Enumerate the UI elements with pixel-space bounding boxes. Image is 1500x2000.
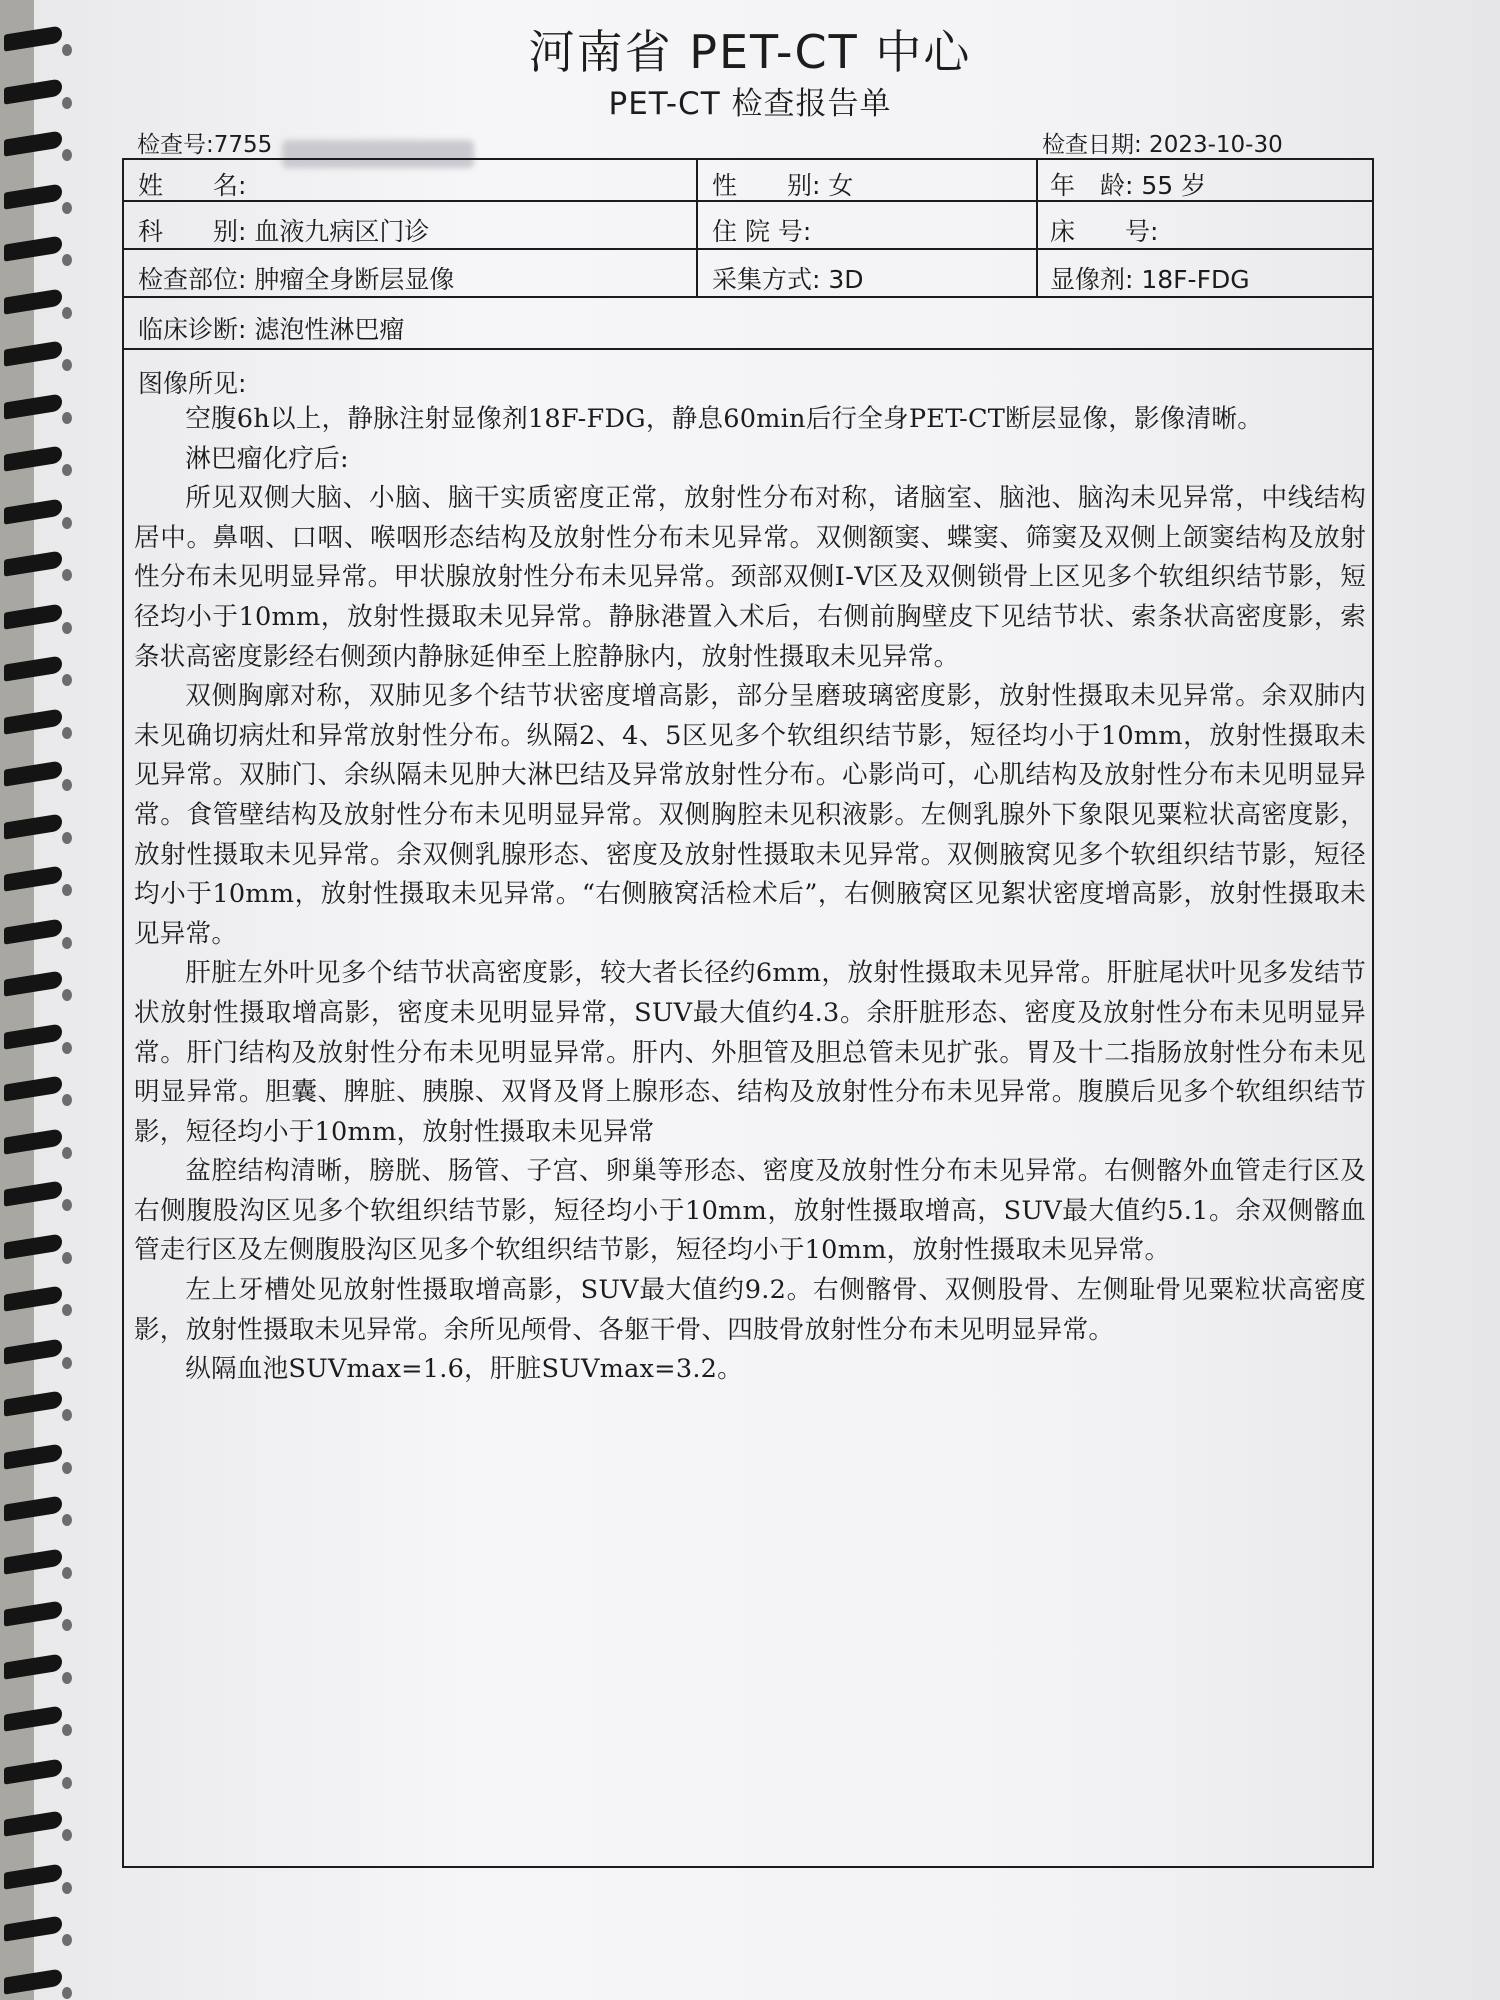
binding-coil [4, 865, 62, 891]
binding-coil [4, 813, 62, 839]
binding-coil [4, 1338, 62, 1364]
department-field: 科 别: 血液九病区门诊 [138, 217, 430, 246]
binding-hole [62, 1199, 72, 1211]
spiral-binding [0, 0, 70, 2000]
binding-coil [4, 550, 62, 576]
binding-hole [62, 412, 72, 424]
findings-paragraph: 淋巴瘤化疗后: [185, 443, 349, 474]
binding-hole [62, 1882, 72, 1894]
binding-hole [62, 1304, 72, 1316]
binding-hole [62, 1777, 72, 1789]
acquisition-field: 采集方式: 3D [712, 265, 864, 294]
binding-coil [4, 130, 62, 156]
binding-hole [62, 517, 72, 529]
binding-hole [62, 884, 72, 896]
binding-hole [62, 569, 72, 581]
binding-coil [4, 1495, 62, 1521]
binding-coil [4, 1758, 62, 1784]
binding-hole [62, 674, 72, 686]
report-form [122, 158, 1374, 1868]
binding-coil [4, 1810, 62, 1836]
findings-paragraph: 肝脏左外叶见多个结节状高密度影，较大者长径约6mm，放射性摄取未见异常。肝脏尾状叶见多发结节状放射性摄取增高影，密度未见明显异常，SUV最大值约4.3。余肝脏形态、密度及放射性分布未见明显异常。肝门结构及放射性分布未见明显异常。肝内、外胆管及胆总管未见扩张。胃及十二指肠放射性分布未见明显异常。胆囊、脾脏、胰腺、双肾及肾上腺形态、结构及放射性分布未见异常。腹膜后见多个软组织结节影，短径均小于10mm，放射性摄取未见异常 [134, 958, 1366, 1147]
binding-coil [4, 340, 62, 366]
binding-hole [62, 202, 72, 214]
column-divider-2 [1036, 160, 1038, 298]
report-subtitle: PET-CT 检查报告单 [608, 86, 892, 122]
binding-hole [62, 254, 72, 266]
binding-hole [62, 1672, 72, 1684]
binding-hole [62, 937, 72, 949]
binding-coil [4, 918, 62, 944]
column-divider-1 [696, 160, 698, 298]
binding-hole [62, 989, 72, 1001]
binding-coil [4, 1705, 62, 1731]
findings-paragraph: 所见双侧大脑、小脑、脑干实质密度正常，放射性分布对称，诸脑室、脑池、脑沟未见异常，中线结构居中。鼻咽、口咽、喉咽形态结构及放射性分布未见异常。双侧额窦、蝶窦、筛窦及双侧上颌窦结构及放射性分布未见明显异常。甲状腺放射性分布未见异常。颈部双侧Ⅰ-Ⅴ区及双侧锁骨上区见多个软组织结节影，短径均小于10mm，放射性摄取未见异常。静脉港置入术后，右侧前胸壁皮下见结节状、索条状高密度影，索条状高密度影经右侧颈内静脉延伸至上腔静脉内，放射性摄取未见异常。 [134, 483, 1366, 672]
binding-hole [62, 1829, 72, 1841]
binding-hole [62, 1724, 72, 1736]
binding-coil [4, 235, 62, 261]
binding-coil [4, 498, 62, 524]
binding-coil [4, 603, 62, 629]
binding-hole [62, 1934, 72, 1946]
age-field: 年 龄: 55 岁 [1050, 171, 1207, 200]
binding-hole [62, 1357, 72, 1369]
binding-coil [4, 1285, 62, 1311]
bed-no-field: 床 号: [1050, 217, 1159, 246]
binding-coil [4, 655, 62, 681]
binding-hole [62, 1252, 72, 1264]
binding-hole [62, 622, 72, 634]
gender-field: 性 别: 女 [712, 171, 854, 200]
binding-coil [4, 183, 62, 209]
report-title: 河南省 PET-CT 中心 [528, 25, 972, 79]
binding-coil [4, 288, 62, 314]
binding-coil [4, 708, 62, 734]
binding-coil [4, 445, 62, 471]
binding-coil [4, 1863, 62, 1889]
binding-coil [4, 1390, 62, 1416]
binding-coil [4, 1180, 62, 1206]
name-label: 姓 名: [138, 171, 247, 200]
findings-label: 图像所见: [138, 369, 247, 398]
exam-date: 检查日期: 2023-10-30 [1042, 132, 1283, 158]
binding-hole [62, 832, 72, 844]
binding-hole [62, 359, 72, 371]
exam-site-field: 检查部位: 肿瘤全身断层显像 [138, 265, 455, 294]
binding-hole [62, 464, 72, 476]
findings-paragraph: 空腹6h以上，静脉注射显像剂18F-FDG，静息60min后行全身PET-CT断层显像，影像清晰。 [185, 404, 1264, 434]
inpatient-no-field: 住 院 号: [712, 217, 812, 246]
binding-coil [4, 1075, 62, 1101]
findings-paragraph: 纵隔血池SUVmax=1.6，肝脏SUVmax=3.2。 [185, 1354, 743, 1385]
binding-coil [4, 760, 62, 786]
binding-hole [62, 1042, 72, 1054]
binding-hole [62, 1462, 72, 1474]
binding-hole [62, 1514, 72, 1526]
binding-coil [4, 970, 62, 996]
binding-coil [4, 1443, 62, 1469]
binding-coil [4, 1023, 62, 1049]
diagnosis-field: 临床诊断: 滤泡性淋巴瘤 [138, 315, 405, 344]
exam-number: 检查号:7755 [137, 132, 273, 158]
binding-hole [62, 1409, 72, 1421]
binding-coil [4, 1128, 62, 1154]
binding-coil [4, 1233, 62, 1259]
findings-paragraph: 盆腔结构清晰，膀胱、肠管、子宫、卵巢等形态、密度及放射性分布未见异常。右侧髂外血管走行区及右侧腹股沟区见多个软组织结节影，短径均小于10mm，放射性摄取增高，SUV最大值约5.1。余双侧髂血管走行区及左侧腹股沟区见多个软组织结节影，短径均小于10mm，放射性摄取未见异常。 [134, 1156, 1366, 1266]
findings-text [134, 400, 1366, 1390]
binding-hole [62, 149, 72, 161]
binding-coil [4, 1653, 62, 1679]
binding-hole [62, 779, 72, 791]
binding-coil [4, 1548, 62, 1574]
binding-coil [4, 1915, 62, 1941]
binding-coil [4, 393, 62, 419]
binding-hole [62, 1567, 72, 1579]
binding-hole [62, 1619, 72, 1631]
findings-paragraph: 双侧胸廓对称，双肺见多个结节状密度增高影，部分呈磨玻璃密度影，放射性摄取未见异常。余双肺内未见确切病灶和异常放射性分布。纵隔2、4、5区见多个软组织结节影，短径均小于10mm，放射性摄取未见异常。双肺门、余纵隔未见肿大淋巴结及异常放射性分布。心影尚可，心肌结构及放射性分布未见明显异常。食管壁结构及放射性分布未见明显异常。双侧胸腔未见积液影。左侧乳腺外下象限见粟粒状高密度影，放射性摄取未见异常。余双侧乳腺形态、密度及放射性摄取未见异常。双侧腋窝见多个软组织结节影，短径均小于10mm，放射性摄取未见异常。“右侧腋窝活检术后”，右侧腋窝区见絮状密度增高影，放射性摄取未见异常。 [134, 681, 1366, 949]
binding-coil [4, 1600, 62, 1626]
binding-hole [62, 727, 72, 739]
binding-coil [4, 1968, 62, 1994]
binding-hole [62, 1987, 72, 1999]
tracer-field: 显像剂: 18F-FDG [1050, 265, 1250, 294]
binding-hole [62, 1147, 72, 1159]
binding-hole [62, 1094, 72, 1106]
findings-paragraph: 左上牙槽处见放射性摄取增高影，SUV最大值约9.2。右侧髂骨、双侧股骨、左侧耻骨见粟粒状高密度影，放射性摄取未见异常。余所见颅骨、各躯干骨、四肢骨放射性分布未见明显异常。 [134, 1275, 1366, 1345]
binding-hole [62, 307, 72, 319]
